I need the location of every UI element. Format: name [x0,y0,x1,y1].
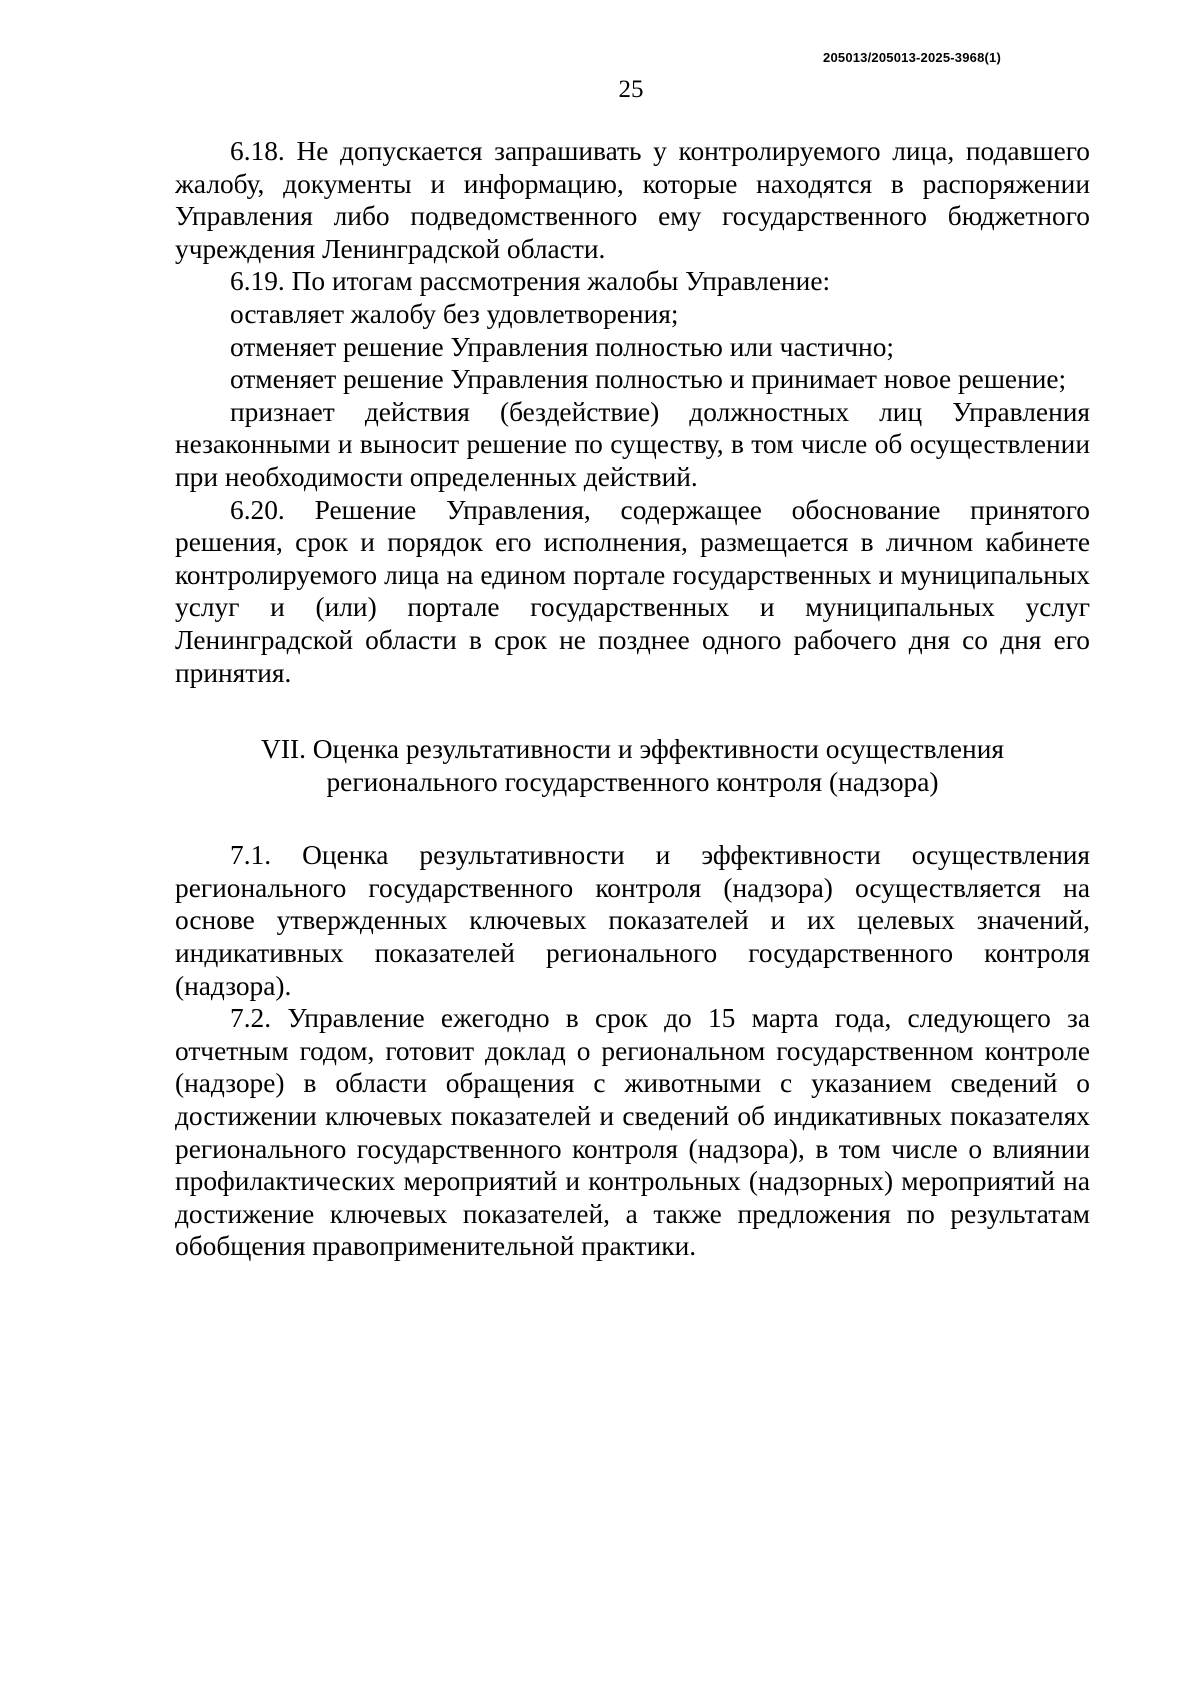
section-heading-line-1: VII. Оценка результативности и эффективности осуществления [261,734,1004,765]
paragraph-7-2: 7.2. Управление ежегодно в срок до 15 марта года, следующего за отчетным годом, готовит доклад о региональном государственном контроле (надзоре) в области обращения с животными с указанием сведений о достижении ключевых показателей и сведений об индикативных показателях регионального государственного контроля (надзора), в том числе о влиянии профилактических мероприятий и контрольных (надзорных) мероприятий на достижение ключевых показателей, а также предложения по результатам обобщения правоприменительной практики. [175,1003,1090,1262]
paragraph-6-19-item-1: оставляет жалобу без удовлетворения; [230,298,679,329]
paragraph-6-20: 6.20. Решение Управления, содержащее обоснование принятого решения, срок и порядок его исполнения, размещается в личном кабинете контролируемого лица на едином портале государственных и муниципальных услуг и (или) портале государственных и муниципальных услуг Ленинградской области в срок не позднее одного рабочего дня со дня его принятия. [175,494,1090,688]
paragraph-6-19: 6.19. По итогам рассмотрения жалобы Управление: [230,266,831,297]
paragraph-6-19-item-2: отменяет решение Управления полностью или частично; [230,331,895,362]
section-heading [175,689,1090,839]
page-number: 25 [618,76,644,103]
paragraph-6-18: 6.18. Не допускается запрашивать у контролируемого лица, подавшего жалобу, документы и информацию, которые находятся в распоряжении Управления либо подведомственного ему государственного бюджетного учреждения Ленинградской области. [175,136,1090,264]
paragraph-6-19-item-3: отменяет решение Управления полностью и принимает новое решение; [230,364,1067,395]
section-heading-line-2: регионального государственного контроля (надзора) [326,766,939,797]
paragraph-7-1: 7.1. Оценка результативности и эффективности осуществления регионального государственного контроля (надзора) осуществляется на основе утвержденных ключевых показателей и их целевых значений, индикативных показателей регионального государственного контроля (надзора). [175,840,1090,1001]
document-body [175,135,1090,1263]
paragraph-6-19-item-4: признает действия (бездействие) должностных лиц Управления незаконными и выносит решение по существу, в том числе об осуществлении при необходимости определенных действий. [175,396,1090,492]
document-id: 205013/205013-2025-3968(1) [823,50,1001,65]
